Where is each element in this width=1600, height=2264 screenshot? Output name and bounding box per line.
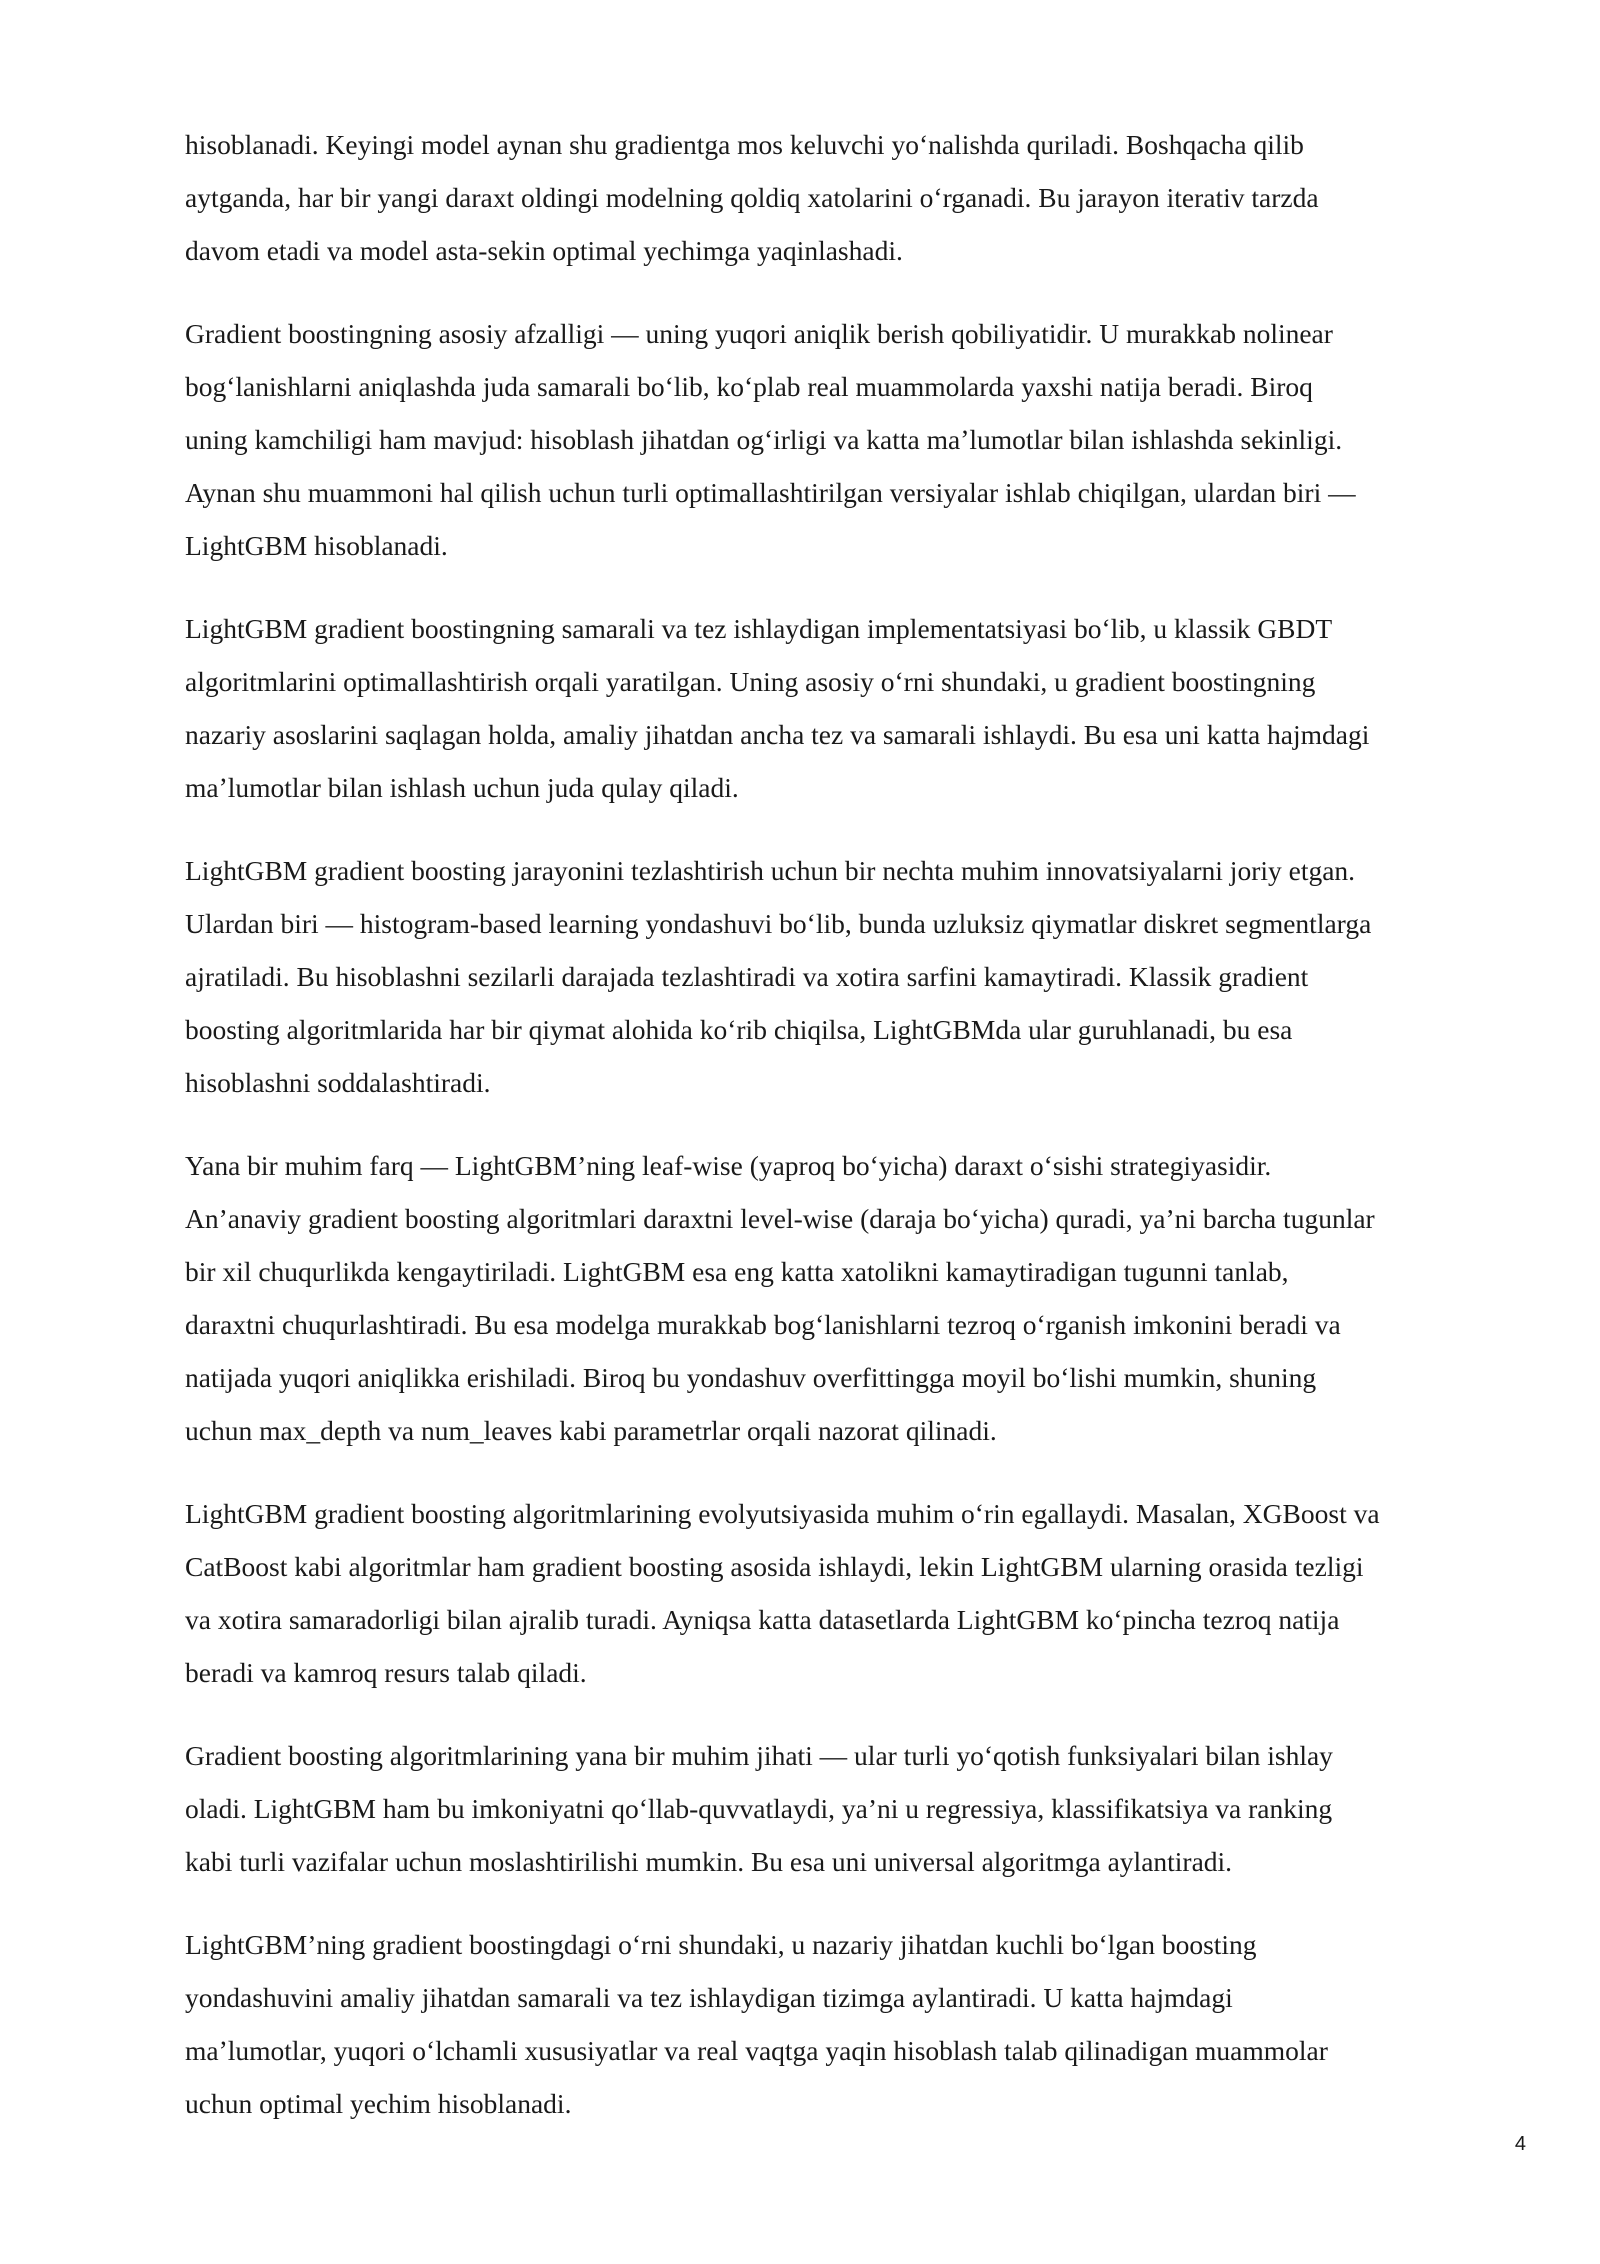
paragraph-line: An’anaviy gradient boosting algoritmlari daraxtni level-wise (daraja boʻyicha) quradi, ya’ni barcha tugunlar — [185, 1203, 1375, 1234]
paragraph-line: Gradient boosting algoritmlarining yana bir muhim jihati — ular turli yoʻqotish funksiyalari bilan ishlay — [185, 1740, 1333, 1771]
paragraph-line: Gradient boostingning asosiy afzalligi — uning yuqori aniqlik berish qobiliyatidir. U murakkab nolinear — [185, 318, 1333, 349]
paragraph-line: aytganda, har bir yangi daraxt oldingi modelning qoldiq xatolarini oʻrganadi. Bu jarayon iterativ tarzda — [185, 182, 1319, 213]
paragraph-line: natijada yuqori aniqlikka erishiladi. Biroq bu yondashuv overfittingga moyil boʻlishi mumkin, shuning — [185, 1362, 1317, 1393]
paragraph-line: hisoblashni soddalashtiradi. — [185, 1067, 491, 1098]
paragraph-line: CatBoost kabi algoritmlar ham gradient boosting asosida ishlaydi, lekin LightGBM ularning orasida tezligi — [185, 1551, 1364, 1582]
paragraph-line: hisoblanadi. Keyingi model aynan shu gradientga mos keluvchi yoʻnalishda quriladi. Boshqacha qilib — [185, 129, 1304, 160]
paragraph — [185, 1487, 1515, 1699]
paragraph — [185, 118, 1515, 277]
paragraph-line: uning kamchiligi ham mavjud: hisoblash jihatdan ogʻirligi va katta maʼlumotlar bilan ishlashda sekinligi. — [185, 424, 1343, 455]
paragraph-line: Ulardan biri — histogram-based learning yondashuvi boʻlib, bunda uzluksiz qiymatlar diskret segmentlarga — [185, 908, 1372, 939]
paragraph — [185, 1139, 1515, 1457]
paragraph-line: oladi. LightGBM ham bu imkoniyatni qoʻllab-quvvatlaydi, ya’ni u regressiya, klassifikatsiya va ranking — [185, 1793, 1333, 1824]
paragraph-line: Aynan shu muammoni hal qilish uchun turli optimallashtirilgan versiyalar ishlab chiqilgan, ulardan biri — — [185, 477, 1356, 508]
page-number: 4 — [1514, 2133, 1526, 2155]
paragraph-line: LightGBM gradient boosting jarayonini tezlashtirish uchun bir nechta muhim innovatsiyalarni joriy etgan. — [185, 855, 1356, 886]
paragraph — [185, 1729, 1515, 1888]
paragraph-line: LightGBM gradient boosting algoritmlarining evolyutsiyasida muhim oʻrin egallaydi. Masalan, XGBoost va — [185, 1498, 1380, 1529]
paragraph-line: maʼlumotlar, yuqori oʻlchamli xususiyatlar va real vaqtga yaqin hisoblash talab qilinadigan muammolar — [185, 2035, 1328, 2066]
paragraph-line: boosting algoritmlarida har bir qiymat alohida koʻrib chiqilsa, LightGBMda ular guruhlanadi, bu esa — [185, 1014, 1293, 1045]
paragraph-line: uchun optimal yechim hisoblanadi. — [185, 2088, 572, 2119]
paragraph — [185, 1918, 1515, 2130]
paragraph-line: daraxtni chuqurlashtiradi. Bu esa modelga murakkab bogʻlanishlarni tezroq oʻrganish imkonini beradi va — [185, 1309, 1341, 1340]
paragraph-line: davom etadi va model asta-sekin optimal yechimga yaqinlashadi. — [185, 235, 903, 266]
paragraph-line: bir xil chuqurlikda kengaytiriladi. LightGBM esa eng katta xatolikni kamaytiradigan tugunni tanlab, — [185, 1256, 1289, 1287]
paragraph — [185, 307, 1515, 572]
paragraph — [185, 602, 1515, 814]
paragraph-line: ajratiladi. Bu hisoblashni sezilarli darajada tezlashtiradi va xotira sarfini kamaytiradi. Klassik gradient — [185, 961, 1309, 992]
paragraph-line: nazariy asoslarini saqlagan holda, amaliy jihatdan ancha tez va samarali ishlaydi. Bu esa uni katta hajmdagi — [185, 719, 1370, 750]
paragraph — [185, 844, 1515, 1109]
paragraph-line: uchun max_depth va num_leaves kabi parametrlar orqali nazorat qilinadi. — [185, 1415, 997, 1446]
paragraph-line: LightGBM gradient boostingning samarali va tez ishlaydigan implementatsiyasi boʻlib, u klassik GBDT — [185, 613, 1333, 644]
paragraph-line: maʼlumotlar bilan ishlash uchun juda qulay qiladi. — [185, 772, 739, 803]
paragraph-line: Yana bir muhim farq — LightGBM’ning leaf-wise (yaproq boʻyicha) daraxt oʻsishi strategiyasidir. — [185, 1150, 1272, 1181]
document-body — [185, 118, 1515, 2130]
paragraph-line: yondashuvini amaliy jihatdan samarali va tez ishlaydigan tizimga aylantiradi. U katta hajmdagi — [185, 1982, 1233, 2013]
paragraph-line: beradi va kamroq resurs talab qiladi. — [185, 1657, 587, 1688]
paragraph-line: va xotira samaradorligi bilan ajralib turadi. Ayniqsa katta datasetlarda LightGBM koʻpincha tezroq natija — [185, 1604, 1340, 1635]
paragraph-line: algoritmlarini optimallashtirish orqali yaratilgan. Uning asosiy oʻrni shundaki, u gradient boostingning — [185, 666, 1316, 697]
paragraph-line: bogʻlanishlarni aniqlashda juda samarali boʻlib, koʻplab real muammolarda yaxshi natija beradi. Biroq — [185, 371, 1313, 402]
paragraph-line: LightGBM’ning gradient boostingdagi oʻrni shundaki, u nazariy jihatdan kuchli boʻlgan boosting — [185, 1929, 1257, 1960]
paragraph-line: LightGBM hisoblanadi. — [185, 530, 448, 561]
paragraph-line: kabi turli vazifalar uchun moslashtirilishi mumkin. Bu esa uni universal algoritmga aylantiradi. — [185, 1846, 1233, 1877]
